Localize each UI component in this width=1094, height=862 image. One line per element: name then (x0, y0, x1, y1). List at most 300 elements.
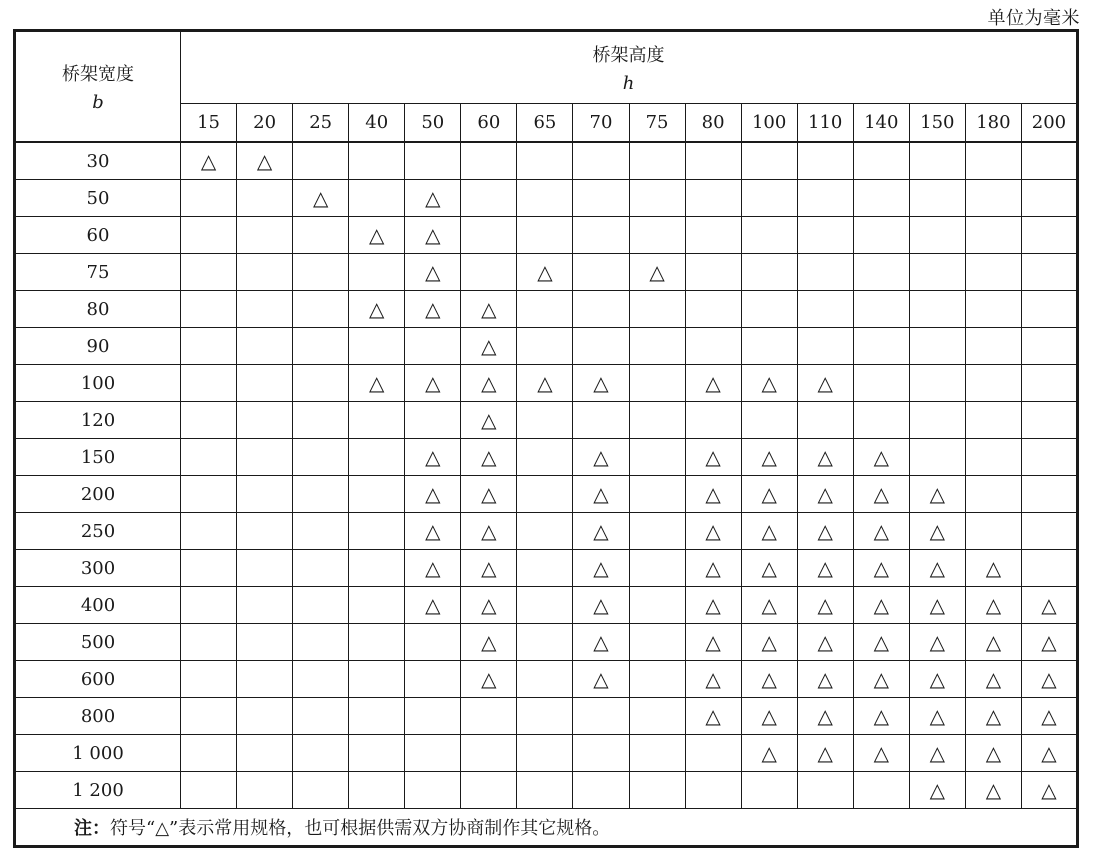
triangle-icon: △ (873, 741, 889, 765)
triangle-icon: △ (1041, 667, 1057, 691)
empty-cell (853, 328, 909, 365)
triangle-icon: △ (873, 630, 889, 654)
empty-cell (181, 365, 237, 402)
empty-cell (629, 328, 685, 365)
table-row (15, 661, 1078, 698)
triangle-icon: △ (929, 630, 946, 654)
empty-cell (797, 772, 853, 809)
triangle-icon: △ (593, 593, 609, 617)
common-spec-cell (797, 550, 853, 587)
empty-cell (293, 735, 349, 772)
table-row (15, 550, 1078, 587)
triangle-icon: △ (649, 260, 665, 284)
triangle-icon: △ (425, 297, 441, 321)
empty-cell (573, 328, 629, 365)
triangle-icon: △ (873, 593, 889, 617)
empty-cell (405, 624, 461, 661)
triangle-icon: △ (369, 371, 385, 395)
triangle-icon: △ (761, 445, 777, 469)
common-spec-cell (797, 698, 853, 735)
empty-cell (293, 661, 349, 698)
triangle-icon: △ (817, 630, 833, 654)
triangle-icon: △ (705, 593, 721, 617)
empty-cell (965, 476, 1021, 513)
triangle-icon: △ (1041, 704, 1057, 728)
width-value: 1 000 (15, 735, 181, 772)
empty-cell (181, 328, 237, 365)
empty-cell (517, 624, 573, 661)
common-spec-cell (461, 291, 517, 328)
common-spec-cell (1021, 698, 1077, 735)
empty-cell (1021, 513, 1077, 550)
triangle-icon: △ (705, 371, 721, 395)
triangle-icon: △ (929, 741, 946, 765)
empty-cell (237, 402, 293, 439)
common-spec-cell (909, 476, 965, 513)
common-spec-cell (573, 550, 629, 587)
triangle-icon: △ (312, 186, 329, 210)
height-value: 110 (797, 104, 853, 143)
empty-cell (741, 180, 797, 217)
empty-cell (181, 291, 237, 328)
table-row (15, 402, 1078, 439)
empty-cell (853, 365, 909, 402)
triangle-icon: △ (817, 667, 833, 691)
table-row (15, 217, 1078, 254)
height-value: 60 (461, 104, 517, 143)
triangle-icon: △ (985, 704, 1002, 728)
common-spec-cell (797, 587, 853, 624)
empty-cell (965, 291, 1021, 328)
common-spec-cell (349, 291, 405, 328)
empty-cell (573, 217, 629, 254)
empty-cell (629, 772, 685, 809)
empty-cell (181, 587, 237, 624)
empty-cell (405, 142, 461, 180)
common-spec-cell (237, 142, 293, 180)
common-spec-cell (405, 180, 461, 217)
common-spec-cell (797, 735, 853, 772)
triangle-icon: △ (369, 297, 385, 321)
triangle-icon: △ (1041, 741, 1057, 765)
triangle-icon: △ (425, 593, 441, 617)
common-spec-cell (909, 513, 965, 550)
empty-cell (181, 698, 237, 735)
empty-cell (461, 180, 517, 217)
empty-cell (965, 180, 1021, 217)
common-spec-cell (965, 550, 1021, 587)
empty-cell (517, 328, 573, 365)
empty-cell (405, 772, 461, 809)
empty-cell (629, 402, 685, 439)
empty-cell (293, 402, 349, 439)
common-spec-cell (461, 513, 517, 550)
empty-cell (1021, 291, 1077, 328)
empty-cell (461, 735, 517, 772)
empty-cell (797, 142, 853, 180)
triangle-icon: △ (1041, 778, 1057, 802)
triangle-icon: △ (481, 297, 497, 321)
triangle-icon: △ (481, 482, 497, 506)
common-spec-cell (797, 365, 853, 402)
common-spec-cell (797, 439, 853, 476)
empty-cell (237, 735, 293, 772)
table-row (15, 698, 1078, 735)
empty-cell (349, 661, 405, 698)
empty-cell (181, 513, 237, 550)
empty-cell (461, 254, 517, 291)
empty-cell (629, 513, 685, 550)
table-row (15, 624, 1078, 661)
triangle-icon: △ (425, 223, 441, 247)
height-header-cell (181, 31, 1078, 104)
triangle-icon: △ (481, 334, 497, 358)
height-value: 150 (909, 104, 965, 143)
common-spec-cell (741, 698, 797, 735)
common-spec-cell (965, 587, 1021, 624)
width-value: 400 (15, 587, 181, 624)
common-spec-cell (909, 772, 965, 809)
common-spec-cell (629, 254, 685, 291)
spec-table (13, 29, 1079, 848)
empty-cell (853, 180, 909, 217)
empty-cell (797, 291, 853, 328)
empty-cell (1021, 365, 1077, 402)
common-spec-cell (741, 513, 797, 550)
common-spec-cell (1021, 587, 1077, 624)
empty-cell (629, 142, 685, 180)
common-spec-cell (573, 365, 629, 402)
empty-cell (741, 402, 797, 439)
empty-cell (741, 328, 797, 365)
triangle-icon: △ (817, 593, 833, 617)
common-spec-cell (685, 365, 741, 402)
triangle-icon: △ (873, 667, 889, 691)
width-value: 600 (15, 661, 181, 698)
empty-cell (517, 772, 573, 809)
empty-cell (629, 735, 685, 772)
height-value: 70 (573, 104, 629, 143)
common-spec-cell (1021, 772, 1077, 809)
empty-cell (1021, 439, 1077, 476)
empty-cell (517, 550, 573, 587)
note-prefix: 注： (74, 818, 110, 839)
triangle-icon: △ (425, 556, 441, 580)
common-spec-cell (461, 476, 517, 513)
empty-cell (909, 291, 965, 328)
triangle-icon: △ (985, 593, 1002, 617)
height-value: 40 (349, 104, 405, 143)
width-value: 30 (15, 142, 181, 180)
empty-cell (573, 402, 629, 439)
empty-cell (909, 254, 965, 291)
triangle-icon: △ (985, 778, 1002, 802)
common-spec-cell (405, 254, 461, 291)
triangle-icon: △ (761, 741, 777, 765)
triangle-icon: △ (761, 519, 777, 543)
triangle-icon: △ (1041, 630, 1057, 654)
empty-cell (349, 772, 405, 809)
common-spec-cell (741, 550, 797, 587)
empty-cell (1021, 402, 1077, 439)
common-spec-cell (573, 587, 629, 624)
common-spec-cell (685, 439, 741, 476)
empty-cell (181, 180, 237, 217)
table-row (15, 513, 1078, 550)
height-value: 50 (405, 104, 461, 143)
empty-cell (517, 735, 573, 772)
width-value: 90 (15, 328, 181, 365)
empty-cell (405, 698, 461, 735)
empty-cell (293, 550, 349, 587)
empty-cell (741, 142, 797, 180)
table-row (15, 587, 1078, 624)
common-spec-cell (461, 439, 517, 476)
triangle-icon: △ (985, 556, 1002, 580)
triangle-icon: △ (761, 482, 777, 506)
triangle-icon: △ (929, 556, 946, 580)
empty-cell (293, 513, 349, 550)
common-spec-cell (573, 476, 629, 513)
empty-cell (573, 254, 629, 291)
empty-cell (629, 698, 685, 735)
triangle-icon: △ (705, 667, 721, 691)
empty-cell (1021, 217, 1077, 254)
empty-cell (349, 142, 405, 180)
note-text: 符号“△”表示常用规格，也可根据供需双方协商制作其它规格。 (110, 818, 611, 839)
common-spec-cell (965, 772, 1021, 809)
empty-cell (237, 624, 293, 661)
empty-cell (629, 217, 685, 254)
empty-cell (237, 587, 293, 624)
table-row (15, 328, 1078, 365)
empty-cell (461, 142, 517, 180)
height-header-symbol: h (622, 73, 635, 94)
empty-cell (349, 439, 405, 476)
width-value: 300 (15, 550, 181, 587)
empty-cell (237, 254, 293, 291)
table-row (15, 365, 1078, 402)
triangle-icon: △ (761, 371, 777, 395)
empty-cell (181, 217, 237, 254)
triangle-icon: △ (873, 556, 889, 580)
common-spec-cell (293, 180, 349, 217)
common-spec-cell (685, 661, 741, 698)
common-spec-cell (685, 624, 741, 661)
common-spec-cell (461, 328, 517, 365)
triangle-icon: △ (425, 371, 441, 395)
triangle-icon: △ (873, 482, 889, 506)
empty-cell (1021, 328, 1077, 365)
common-spec-cell (965, 735, 1021, 772)
common-spec-cell (405, 291, 461, 328)
triangle-icon: △ (817, 519, 833, 543)
empty-cell (181, 550, 237, 587)
common-spec-cell (853, 513, 909, 550)
width-value: 500 (15, 624, 181, 661)
table-header (15, 31, 1078, 143)
common-spec-cell (853, 698, 909, 735)
empty-cell (237, 217, 293, 254)
empty-cell (797, 217, 853, 254)
empty-cell (685, 328, 741, 365)
empty-cell (965, 142, 1021, 180)
table-row (15, 142, 1078, 180)
empty-cell (741, 291, 797, 328)
empty-cell (685, 254, 741, 291)
triangle-icon: △ (537, 371, 553, 395)
triangle-icon: △ (817, 556, 833, 580)
empty-cell (293, 291, 349, 328)
triangle-icon: △ (425, 186, 441, 210)
empty-cell (181, 439, 237, 476)
empty-cell (909, 402, 965, 439)
empty-cell (629, 476, 685, 513)
empty-cell (293, 624, 349, 661)
common-spec-cell (573, 624, 629, 661)
triangle-icon: △ (985, 667, 1002, 691)
common-spec-cell (461, 661, 517, 698)
width-header-cell (15, 31, 181, 143)
table-row (15, 439, 1078, 476)
empty-cell (181, 772, 237, 809)
common-spec-cell (965, 661, 1021, 698)
empty-cell (517, 513, 573, 550)
triangle-icon: △ (873, 704, 889, 728)
height-value: 75 (629, 104, 685, 143)
triangle-icon: △ (761, 667, 777, 691)
empty-cell (573, 180, 629, 217)
triangle-icon: △ (593, 482, 609, 506)
triangle-icon: △ (929, 667, 946, 691)
common-spec-cell (853, 439, 909, 476)
height-header-label: 桥架高度 (592, 45, 665, 66)
empty-cell (1021, 476, 1077, 513)
empty-cell (685, 217, 741, 254)
common-spec-cell (741, 365, 797, 402)
height-value: 200 (1021, 104, 1077, 143)
empty-cell (573, 142, 629, 180)
empty-cell (349, 180, 405, 217)
triangle-icon: △ (593, 556, 609, 580)
common-spec-cell (461, 587, 517, 624)
empty-cell (349, 698, 405, 735)
empty-cell (685, 142, 741, 180)
empty-cell (853, 291, 909, 328)
triangle-icon: △ (481, 445, 497, 469)
empty-cell (349, 513, 405, 550)
common-spec-cell (797, 476, 853, 513)
empty-cell (1021, 254, 1077, 291)
triangle-icon: △ (481, 593, 497, 617)
empty-cell (965, 217, 1021, 254)
empty-cell (237, 328, 293, 365)
triangle-icon: △ (481, 630, 497, 654)
empty-cell (629, 439, 685, 476)
common-spec-cell (909, 735, 965, 772)
triangle-icon: △ (593, 667, 609, 691)
empty-cell (741, 254, 797, 291)
common-spec-cell (517, 254, 573, 291)
common-spec-cell (461, 365, 517, 402)
empty-cell (237, 291, 293, 328)
triangle-icon: △ (593, 630, 609, 654)
triangle-icon: △ (425, 482, 441, 506)
common-spec-cell (181, 142, 237, 180)
table-row (15, 254, 1078, 291)
empty-cell (1021, 180, 1077, 217)
empty-cell (685, 291, 741, 328)
empty-cell (629, 180, 685, 217)
empty-cell (461, 217, 517, 254)
empty-cell (293, 439, 349, 476)
common-spec-cell (853, 735, 909, 772)
triangle-icon: △ (929, 704, 946, 728)
triangle-icon: △ (873, 519, 889, 543)
common-spec-cell (405, 550, 461, 587)
triangle-icon: △ (593, 371, 609, 395)
empty-cell (461, 772, 517, 809)
triangle-icon: △ (537, 260, 553, 284)
empty-cell (685, 180, 741, 217)
triangle-icon: △ (425, 445, 441, 469)
empty-cell (797, 328, 853, 365)
empty-cell (293, 328, 349, 365)
empty-cell (797, 254, 853, 291)
empty-cell (573, 772, 629, 809)
triangle-icon: △ (761, 704, 777, 728)
common-spec-cell (853, 624, 909, 661)
triangle-icon: △ (873, 445, 889, 469)
common-spec-cell (517, 365, 573, 402)
empty-cell (405, 402, 461, 439)
triangle-icon: △ (705, 704, 721, 728)
empty-cell (461, 698, 517, 735)
empty-cell (181, 402, 237, 439)
empty-cell (237, 180, 293, 217)
empty-cell (293, 365, 349, 402)
empty-cell (909, 180, 965, 217)
empty-cell (629, 365, 685, 402)
common-spec-cell (349, 365, 405, 402)
common-spec-cell (685, 698, 741, 735)
empty-cell (293, 587, 349, 624)
triangle-icon: △ (705, 556, 721, 580)
common-spec-cell (741, 476, 797, 513)
width-value: 800 (15, 698, 181, 735)
empty-cell (517, 142, 573, 180)
common-spec-cell (797, 661, 853, 698)
triangle-icon: △ (985, 741, 1002, 765)
common-spec-cell (909, 550, 965, 587)
empty-cell (349, 328, 405, 365)
triangle-icon: △ (929, 482, 946, 506)
common-spec-cell (685, 550, 741, 587)
empty-cell (517, 217, 573, 254)
common-spec-cell (573, 513, 629, 550)
empty-cell (349, 624, 405, 661)
common-spec-cell (685, 513, 741, 550)
empty-cell (853, 772, 909, 809)
empty-cell (405, 661, 461, 698)
common-spec-cell (965, 624, 1021, 661)
triangle-icon: △ (593, 445, 609, 469)
width-value: 75 (15, 254, 181, 291)
empty-cell (573, 735, 629, 772)
common-spec-cell (741, 587, 797, 624)
empty-cell (349, 254, 405, 291)
empty-cell (293, 698, 349, 735)
